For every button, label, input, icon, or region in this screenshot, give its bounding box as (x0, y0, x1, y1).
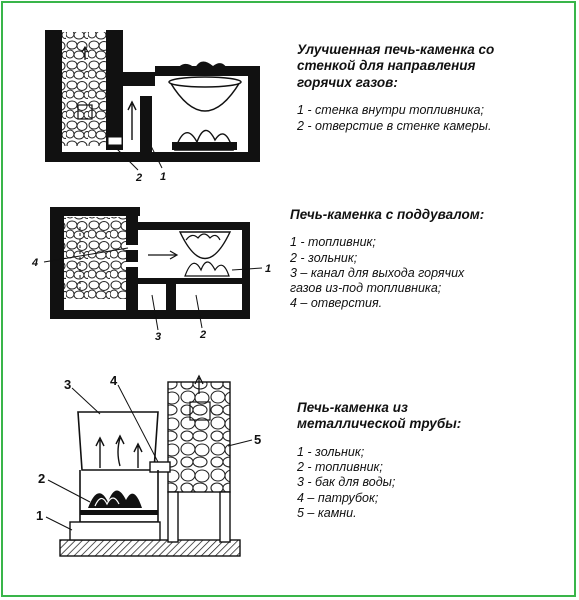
legend-item: 2 - топливник; (297, 460, 383, 475)
diagram-3-label-3: 3 (64, 377, 72, 392)
section-2-legend (290, 235, 570, 311)
diagram-1-improved-stove (45, 30, 260, 184)
legend-item: 5 – камни. (297, 505, 357, 520)
section-3-legend (297, 445, 567, 521)
legend-item: 2 - отверстие в стенке камеры. (297, 118, 492, 133)
diagram-2-label-1: 1 (265, 263, 272, 275)
diagram-1-label-1: 1 (160, 171, 167, 183)
legend-item: 4 – отверстия. (290, 296, 383, 311)
section-1-legend (297, 103, 567, 134)
legend-item: 2 - зольник; (290, 250, 358, 265)
diagram-2-label-4: 4 (32, 257, 39, 269)
diagram-2-stove-with-ashpit (31, 207, 271, 343)
legend-item: 4 – патрубок; (297, 490, 379, 505)
diagram-3-label-1: 1 (36, 508, 44, 523)
legend-item: 1 - стенка внутри топливника; (297, 103, 484, 118)
diagram-3-label-5: 5 (254, 432, 262, 447)
legend-item: 1 - зольник; (297, 444, 365, 459)
diagram-3-label-4: 4 (110, 373, 118, 388)
section-3-title: Печь-каменка из металлической трубы: (297, 400, 462, 432)
diagram-3-label-2: 2 (38, 471, 46, 486)
diagram-2-label-3: 3 (155, 331, 162, 343)
section-2-title: Печь-каменка с поддувалом: (290, 207, 485, 222)
legend-item: 3 – канал для выхода горячих (290, 265, 465, 280)
diagram-1-label-2: 2 (136, 172, 143, 184)
legend-item: 1 - топливник; (290, 235, 376, 250)
legend-item: газов из-под топливника; (290, 281, 442, 296)
diagram-2-label-2: 2 (200, 329, 207, 341)
description-section-1 (297, 42, 567, 134)
legend-item: 3 - бак для воды; (297, 475, 396, 490)
diagram-3-metal-pipe-stove (36, 373, 261, 556)
section-1-title: Улучшенная печь-каменка со стенкой для направления горячих газов: (297, 42, 495, 90)
description-section-3 (297, 400, 567, 521)
description-section-2 (290, 207, 570, 312)
